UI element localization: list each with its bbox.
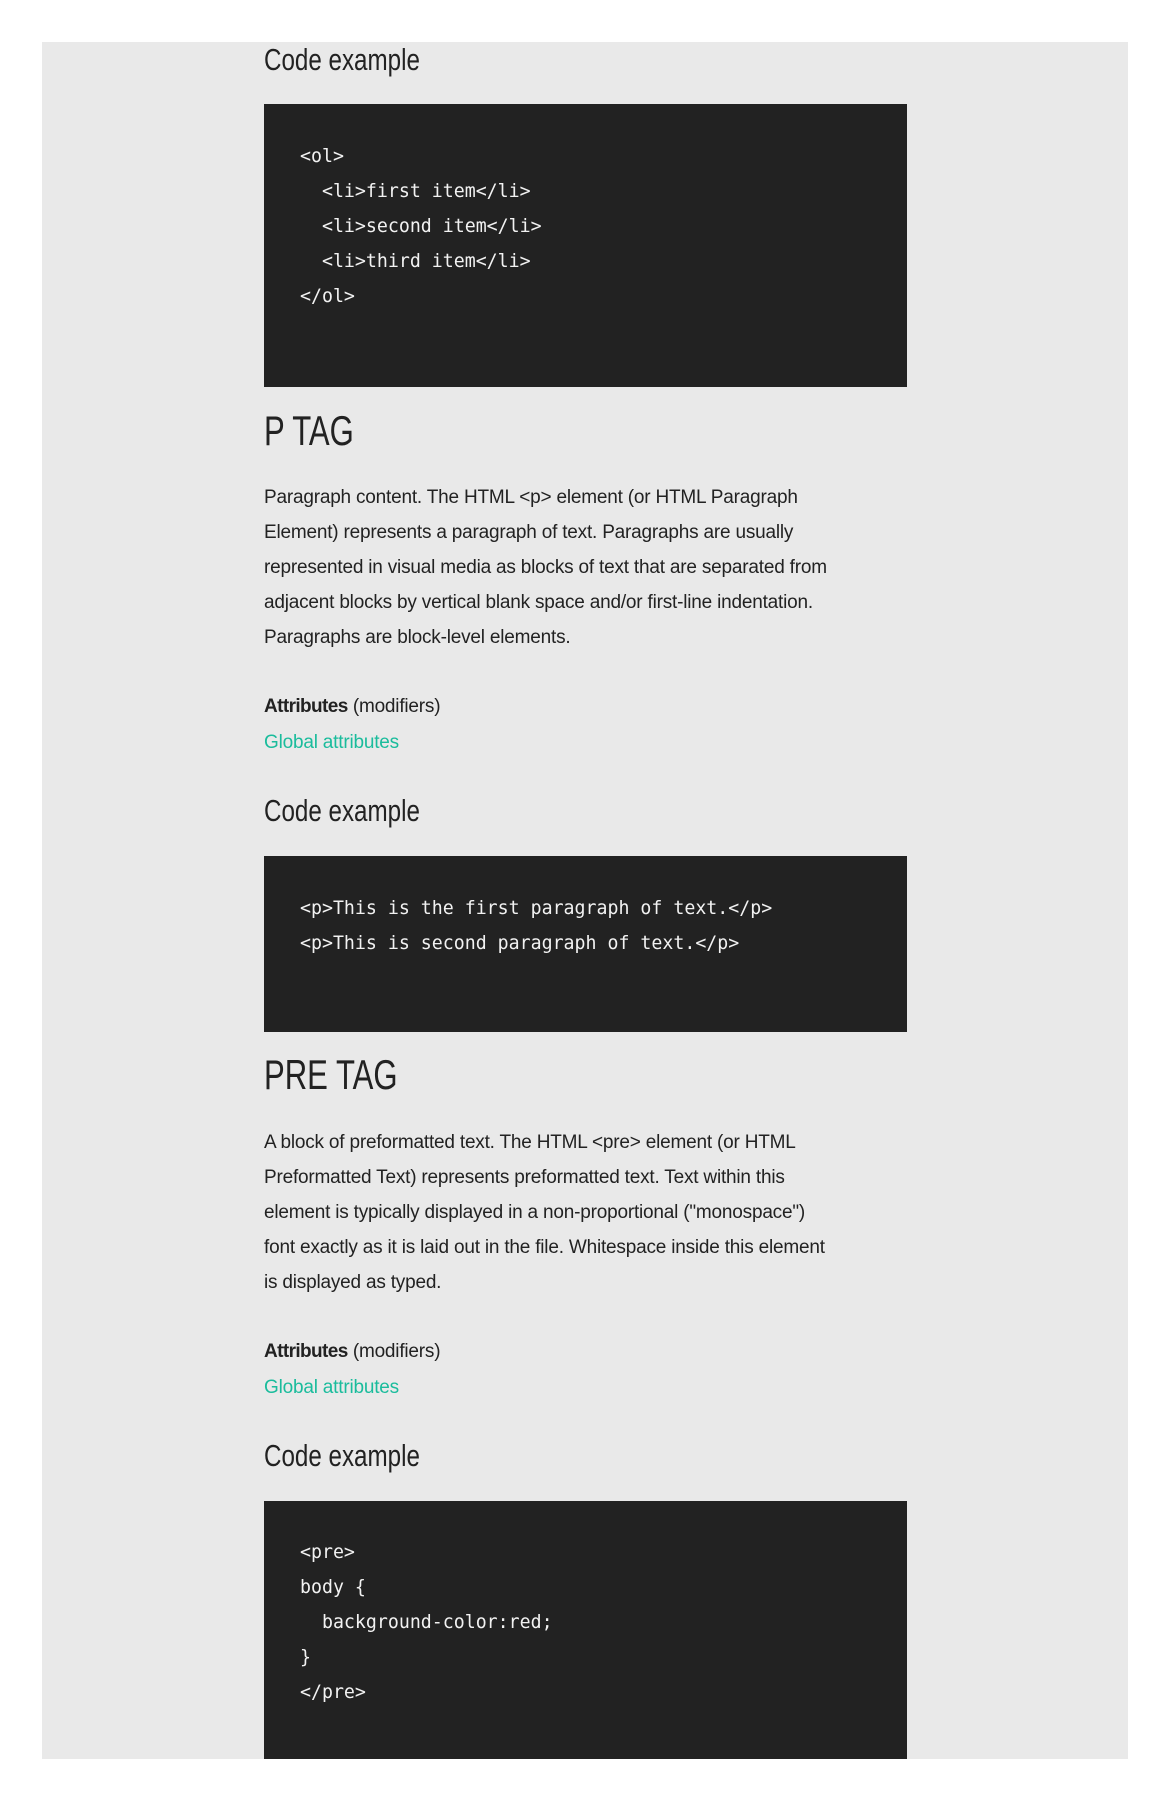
pre-tag-title: PRE TAG (264, 1051, 398, 1098)
p-tag-title: P TAG (264, 407, 354, 454)
code-line: background-color:red; (300, 1611, 553, 1633)
paragraph-line: Paragraphs are block-level elements. (264, 627, 571, 648)
code-line: <p>This is second paragraph of text.</p> (300, 932, 740, 954)
paragraph-line: adjacent blocks by vertical blank space and/or first-line indentation. (264, 592, 813, 613)
code-example-heading: Code example (264, 1438, 420, 1473)
attributes-label: Attributes (264, 696, 348, 717)
code-line: <li>third item</li> (300, 250, 531, 272)
code-line: <pre> (300, 1541, 355, 1563)
p-tag-description (264, 480, 914, 655)
code-line: <ol> (300, 145, 344, 167)
code-line: <li>first item</li> (300, 180, 531, 202)
paragraph-line: Paragraph content. The HTML <p> element (or HTML Paragraph (264, 487, 798, 508)
attributes-line (264, 1334, 440, 1369)
paragraph-line: font exactly as it is laid out in the file. Whitespace inside this element (264, 1237, 825, 1258)
code-line: } (300, 1646, 311, 1668)
paragraph-line: element is typically displayed in a non-proportional ("monospace") (264, 1202, 806, 1223)
paragraph-line: Element) represents a paragraph of text. Paragraphs are usually (264, 522, 794, 543)
code-block-pre (264, 1501, 907, 1759)
paragraph-line: is displayed as typed. (264, 1272, 442, 1293)
code-line: <li>second item</li> (300, 215, 542, 237)
code-line: </pre> (300, 1681, 366, 1703)
code-line: body { (300, 1576, 366, 1598)
code-block-ol (264, 104, 907, 387)
global-attributes-link[interactable]: Global attributes (264, 1377, 399, 1398)
code-block-p (264, 856, 907, 1032)
attributes-line (264, 689, 440, 724)
paragraph-line: Preformatted Text) represents preformatted text. Text within this (264, 1167, 785, 1188)
code-example-heading: Code example (264, 42, 420, 77)
code-line: <p>This is the first paragraph of text.</p> (300, 897, 773, 919)
attributes-label: Attributes (264, 1341, 348, 1362)
paragraph-line: A block of preformatted text. The HTML <pre> element (or HTML (264, 1132, 796, 1153)
pre-tag-description (264, 1125, 914, 1300)
attributes-note: (modifiers) (347, 696, 441, 717)
attributes-note: (modifiers) (347, 1341, 441, 1362)
global-attributes-link[interactable]: Global attributes (264, 732, 399, 753)
code-example-heading: Code example (264, 793, 420, 828)
code-line: </ol> (300, 285, 355, 307)
paragraph-line: represented in visual media as blocks of text that are separated from (264, 557, 827, 578)
